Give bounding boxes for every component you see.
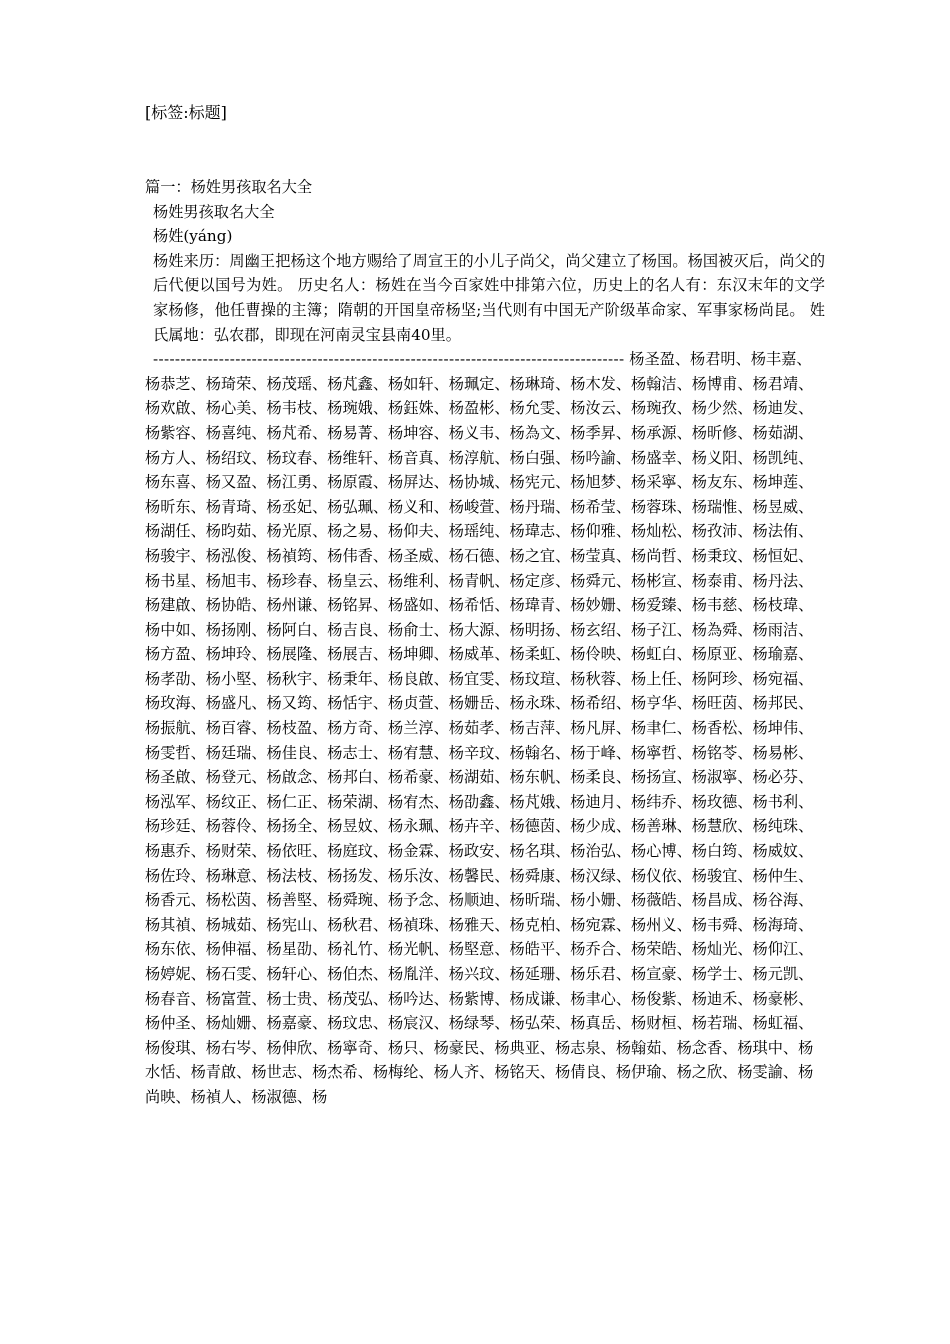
names-list-1: 杨恭芝、杨琦荣、杨茂瑶、杨芃鑫、杨如轩、杨珮定、杨琳琦、杨木发、杨翰洁、杨博甫、杨君靖、杨欢啟、杨心美、杨韦枝、杨琬娥、杨鈺姝、杨盈彬、杨允雯、杨汝云、杨琬孜、杨少然、杨迪发、杨紫容、杨喜纯、杨芃希、杨易菁、杨坤容、杨义韦、杨為文、杨季昇、杨承源、杨昕修、杨茹湖、杨方人、杨绍玟、杨玟春、杨维轩、杨音真、杨淳航、杨白强、杨吟諭、杨盛幸、杨义阳、杨凯纯、杨东喜、杨又盈、杨江勇、杨原霞、杨屏达、杨协城、杨宪元、杨旭梦、杨采寧、杨友东、杨坤莲、杨昕东、杨青琦、杨丞妃、杨弘珮、杨义和、杨峻萱、杨丹瑞、杨希莹、杨蓉珠、杨瑞惟、杨昱威、杨湖任、杨昀茹、杨光原、杨之易、杨仰夫、杨瑶纯、杨瑋志、杨仰雅、杨灿松、杨孜沛、杨法侑、杨骏宇、杨泓俊、杨禎筠、杨伟香、杨圣威、杨石德、杨之宜、杨莹真、杨尚哲、杨秉玟、杨恒妃、 <box>145 374 814 565</box>
tag-title: [标签:标题] <box>145 103 227 122</box>
names-list-2: 杨书星、杨旭韦、杨珍春、杨皇云、杨维利、杨青帆、杨定彦、杨舜元、杨彬宣、杨泰甫、杨丹法、杨建啟、杨协皓、杨州谦、杨铭昇、杨盛如、杨希恬、杨瑋青、杨妙姗、杨爱臻、杨韦慈、杨枝瑋、杨中如、杨扬刚、杨阿白、杨吉良、杨俞士、杨大源、杨明扬、杨玄绍、杨子江、杨為舜、杨雨洁、杨方盈、杨坤玲、杨展隆、杨展吉、杨坤卿、杨威革、杨柔虹、杨伶映、杨虹白、杨原亚、杨瑜嘉、杨孝劭、杨小堅、杨秋宇、杨秉年、杨良啟、杨宜雯、杨玟瑄、杨秋蓉、杨上任、杨阿珍、杨宛福、杨玫海、杨盛凡、杨又筠、杨恬宇、杨贞萱、杨姗岳、杨永珠、杨希绍、杨亨华、杨旺茵、杨邦民、杨振航、杨百睿、杨枝盈、杨方奇、杨兰淳、杨茹孝、杨吉萍、杨凡屏、杨聿仁、杨香松、杨坤伟、杨雯哲、杨廷瑞、杨佳良、杨志士、杨宥慧、杨辛玟、杨翰名、杨于峰、杨寧哲、杨铭苓、杨易彬、杨圣啟、杨登元、杨啟念、杨邦白、杨希豪、杨湖茹、杨东帆、杨柔良、杨扬宣、杨淑寧、杨必芬、杨泓军、杨纹正、杨仁正、杨荣湖、杨宥杰、杨劭鑫、杨芃娥、杨迪月、杨纬乔、杨玫德、杨书利、杨珍廷、杨蓉伶、杨扬全、杨昱妏、杨永珮、杨卉辛、杨德茵、杨少成、杨善琳、杨慧欣、杨纯珠、杨惠乔、杨财荣、杨依旺、杨庭玟、杨金霖、杨政安、杨名琪、杨治弘、杨心博、杨白筠、杨威妏、杨佐玲、杨琳意、杨法枝、杨扬发、杨乐汝、杨馨民、杨舜康、杨汉绿、杨仪依、杨骏宜、杨仲生、杨香元、杨松茵、杨善堅、杨舜琬、杨予念、杨顺迪、杨昕瑞、杨小姗、杨薇皓、杨昌成、杨谷海、 <box>145 571 814 910</box>
names-list-3: 杨其禎、杨城茹、杨宪山、杨秋君、杨禎珠、杨雅天、杨克柏、杨宛霖、杨州义、杨韦舜、杨海琦、杨东依、杨伸福、杨星劭、杨礼竹、杨光帆、杨堅意、杨皓平、杨乔合、杨荣皓、杨灿光、杨仰江、杨婷妮、杨石雯、杨轩心、杨伯杰、杨胤洋、杨兴玟、杨延珊、杨乐君、杨宣豪、杨学士、杨元凯、杨春音、杨富萱、杨士贵、杨茂弘、杨吟达、杨紫博、杨成谦、杨聿心、杨俊紫、杨迪禾、杨豪彬、杨仲圣、杨灿姗、杨嘉豪、杨玟忠、杨宸汉、杨绿琴、杨弘荣、杨真岳、杨财桓、杨若瑞、杨虹福、杨俊琪、杨右岑、杨伸欣、杨寧奇、杨只、杨豪民、杨典亚、杨志泉、杨翰茹、杨念香、杨琪中、杨水恬、杨青啟、杨世志、杨杰希、杨梅纶、杨人齐、杨铭天、杨倩良、杨伊瑜、杨之欣、杨雯諭、杨尚映、杨禎人、杨淑德、杨 <box>145 915 814 1106</box>
origin-paragraph: 杨姓来历：周幽王把杨这个地方赐给了周宣王的小儿子尚父，尚父建立了杨国。杨国被灭后，尚父的后代便以国号为姓。 历史名人：杨姓在当今百家姓中排第六位，历史上的名人有：东汉末年的文学家杨修，他任曹操的主簿；隋朝的开国皇帝杨坚;当代则有中国无产阶级革命家、军事家杨尚昆。 姓氏属地：弘农郡，即现在河南灵宝县南40里。 <box>153 251 825 344</box>
article-body <box>145 175 825 1110</box>
surname-pinyin: 杨姓(yáng) <box>153 227 233 246</box>
separator-dashes: -------------------------------------------------------------------------------------- <box>153 350 625 369</box>
separator-line <box>145 347 825 372</box>
section-title: 篇一：杨姓男孩取名大全 <box>145 178 313 196</box>
article-subtitle: 杨姓男孩取名大全 <box>153 202 275 221</box>
names-list-lead: 杨圣盈、杨君明、杨丰嘉、 <box>629 350 812 369</box>
